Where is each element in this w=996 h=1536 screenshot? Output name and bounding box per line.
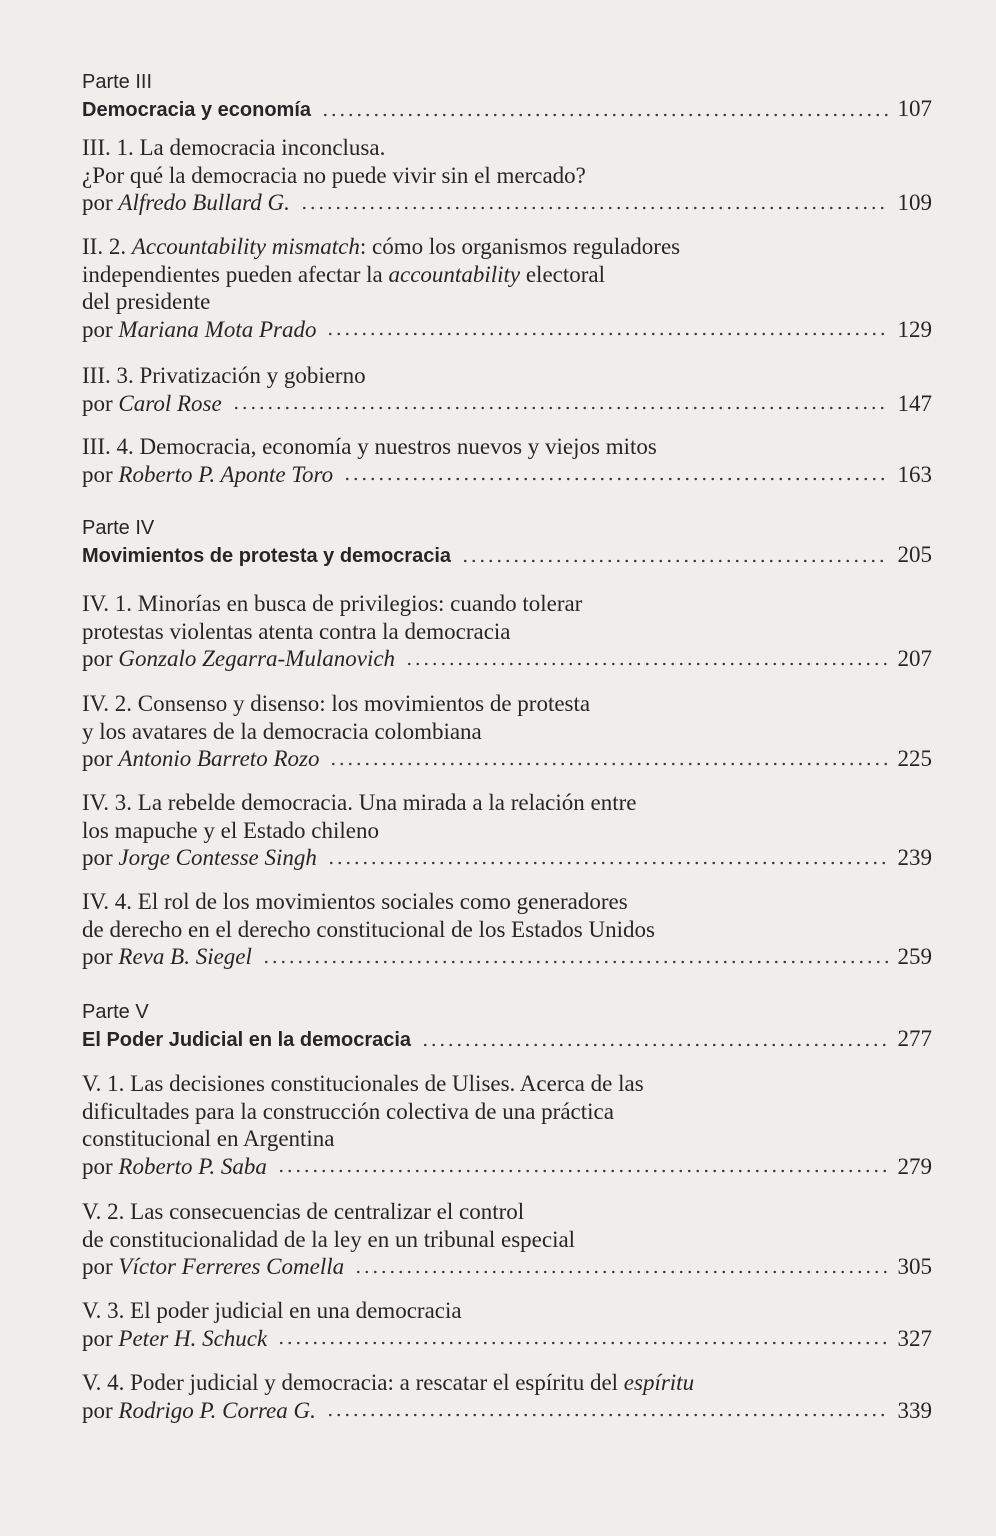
leader-dots (277, 1168, 888, 1174)
entry-title-line: protestas violentas atenta contra la democracia (82, 618, 511, 644)
por-label: por (82, 1254, 113, 1279)
author-name: Carol Rose (118, 390, 222, 416)
leader-dots (461, 558, 887, 564)
por-label: por (82, 845, 113, 870)
part-header-3 (82, 70, 932, 124)
toc-entry-5-1 (82, 1070, 932, 1180)
leader-dots (421, 1042, 887, 1048)
toc-entry-4-2 (82, 690, 932, 773)
page-number: 339 (897, 1397, 932, 1423)
toc-entry-3-1 (82, 134, 932, 217)
page-number: 277 (897, 1026, 932, 1051)
author-name: Jorge Contesse Singh (118, 845, 317, 870)
entry-author-line (82, 316, 932, 344)
toc-entry-3-3 (82, 362, 932, 417)
entry-title-line: IV. 3. La rebelde democracia. Una mirada a la relación entre (82, 790, 637, 815)
entry-title-line: ¿Por qué la democracia no puede vivir sin el mercado? (82, 162, 586, 188)
leader-dots (300, 205, 888, 211)
por-label: por (82, 1153, 113, 1179)
toc-entry-4-1 (82, 590, 932, 673)
page-number: 207 (897, 646, 932, 671)
por-label: por (82, 944, 113, 969)
part-label: Parte III (82, 71, 153, 93)
part-title: El Poder Judicial en la democracia (82, 1029, 412, 1051)
entry-title-text: : cómo los organismos reguladores (359, 234, 681, 259)
entry-author-line (82, 1325, 932, 1353)
por-label: por (82, 390, 113, 416)
entry-author-line (82, 943, 932, 971)
page-number: 259 (897, 944, 932, 969)
entry-author-line (82, 645, 932, 673)
author-name: Mariana Mota Prado (118, 316, 317, 342)
entry-author-line (82, 1397, 932, 1425)
leader-dots (277, 1340, 887, 1346)
page-number: 327 (897, 1325, 932, 1351)
por-label: por (82, 1397, 113, 1423)
part-title: Democracia y economía (82, 99, 311, 121)
entry-title-line: dificultades para la construcción colectiva de una práctica (82, 1098, 614, 1124)
entry-author-line (82, 461, 932, 489)
entry-title-line: del presidente (82, 289, 211, 314)
entry-title-line: III. 1. La democracia inconclusa. (82, 135, 386, 160)
author-name: Rodrigo P. Correa G. (118, 1397, 316, 1423)
toc-entry-3-2 (82, 233, 932, 343)
entry-title-line: los mapuche y el Estado chileno (82, 817, 380, 843)
por-label: por (82, 190, 113, 215)
part-title-line (82, 1026, 932, 1054)
entry-title-line: IV. 4. El rol de los movimientos sociales como generadores (82, 889, 628, 914)
author-name: Víctor Ferreres Comella (118, 1254, 345, 1279)
author-name: Alfredo Bullard G. (118, 190, 290, 215)
toc-entry-4-3 (82, 789, 932, 872)
page-number: 129 (897, 316, 932, 342)
author-name: Antonio Barreto Rozo (118, 746, 320, 771)
toc-entry-5-3 (82, 1297, 932, 1352)
entry-author-line (82, 844, 932, 872)
page-number: 109 (897, 190, 932, 215)
leader-dots (262, 959, 888, 965)
entry-number: II. 2. (82, 234, 127, 259)
entry-title-line: de constitucionalidad de la ley en un tribunal especial (82, 1226, 576, 1252)
entry-title-line: III. 3. Privatización y gobierno (82, 363, 366, 388)
entry-title-text: electoral (525, 261, 606, 287)
entry-title-line: V. 3. El poder judicial en una democracia (82, 1298, 462, 1323)
part-label: Parte IV (82, 517, 155, 539)
leader-dots (326, 1412, 888, 1418)
part-title-line (82, 542, 932, 570)
toc-entry-4-4 (82, 888, 932, 971)
toc-entry-5-4 (82, 1369, 932, 1424)
entry-author-line (82, 1253, 932, 1281)
entry-author-line (82, 189, 932, 217)
por-label: por (82, 746, 113, 771)
por-label: por (82, 646, 113, 671)
leader-dots (232, 405, 888, 411)
page-number: 205 (897, 542, 932, 567)
leader-dots (405, 661, 887, 667)
leader-dots (343, 476, 887, 482)
entry-author-line (82, 390, 932, 418)
por-label: por (82, 1325, 113, 1351)
entry-title-text: independientes pueden afectar la (82, 261, 383, 287)
leader-dots (326, 331, 887, 337)
part-title: Movimientos de protesta y democracia (82, 545, 452, 567)
entry-italic-term: espíritu (623, 1370, 695, 1395)
author-name: Roberto P. Saba (118, 1153, 267, 1179)
entry-title-line: y los avatares de la democracia colombiana (82, 718, 482, 744)
entry-title-line: IV. 1. Minorías en busca de privilegios: cuando tolerar (82, 591, 583, 616)
part-header-5 (82, 1000, 932, 1054)
part-header-4 (82, 516, 932, 570)
entry-title-line: V. 1. Las decisiones constitucionales de Ulises. Acerca de las (82, 1071, 644, 1096)
entry-title-line (82, 233, 932, 261)
page-number: 279 (897, 1153, 932, 1179)
entry-title-text: V. 4. Poder judicial y democracia: a rescatar el espíritu del (82, 1370, 619, 1395)
entry-title-line: IV. 2. Consenso y disenso: los movimientos de protesta (82, 691, 591, 716)
author-name: Gonzalo Zegarra-Mulanovich (118, 646, 396, 671)
page-number: 107 (897, 96, 932, 121)
entry-title-line: III. 4. Democracia, economía y nuestros nuevos y viejos mitos (82, 434, 657, 459)
part-label: Parte V (82, 1001, 149, 1023)
entry-author-line (82, 1153, 932, 1181)
page-number: 305 (897, 1254, 932, 1279)
page-number: 147 (897, 390, 932, 416)
page-number: 163 (897, 461, 932, 487)
page-number: 225 (897, 746, 932, 771)
leader-dots (329, 761, 887, 767)
por-label: por (82, 316, 113, 342)
leader-dots (321, 112, 888, 118)
entry-italic-term: Accountability mismatch (131, 234, 360, 259)
leader-dots (327, 860, 888, 866)
author-name: Reva B. Siegel (118, 944, 252, 969)
entry-title-line: V. 2. Las consecuencias de centralizar el control (82, 1199, 525, 1224)
entry-title-line: de derecho en el derecho constitucional de los Estados Unidos (82, 916, 655, 942)
leader-dots (354, 1269, 887, 1275)
toc-entry-3-4 (82, 433, 932, 488)
author-name: Roberto P. Aponte Toro (118, 461, 334, 487)
part-title-line (82, 96, 932, 124)
entry-author-line (82, 745, 932, 773)
entry-title-line (82, 1369, 932, 1397)
author-name: Peter H. Schuck (118, 1325, 268, 1351)
entry-title-line (82, 261, 932, 289)
page-number: 239 (897, 845, 932, 870)
entry-italic-term: accountability (388, 261, 521, 287)
por-label: por (82, 461, 113, 487)
toc-entry-5-2 (82, 1198, 932, 1281)
entry-title-line: constitucional en Argentina (82, 1126, 335, 1151)
